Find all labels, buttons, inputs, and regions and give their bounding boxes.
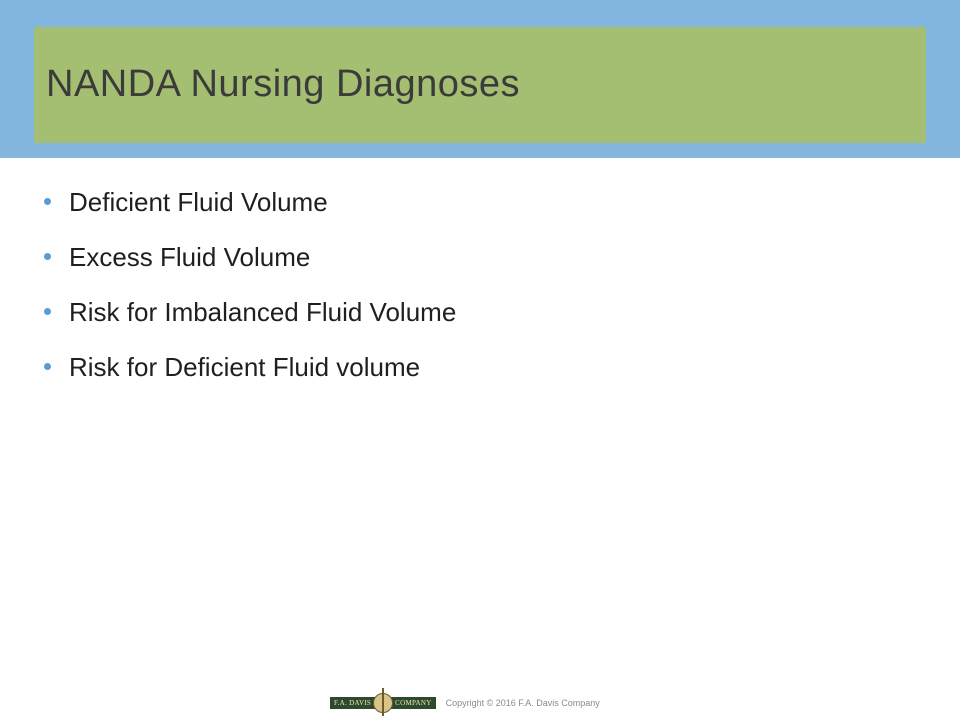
- publisher-logo: [330, 691, 436, 715]
- bullet-icon: [44, 253, 51, 260]
- bullet-icon: [44, 308, 51, 315]
- slide-title: NANDA Nursing Diagnoses: [46, 63, 521, 105]
- title-box: [34, 27, 926, 143]
- bullet-text: Deficient Fluid Volume: [69, 186, 328, 217]
- bullet-text: Risk for Deficient Fluid volume: [69, 351, 421, 382]
- list-item: [44, 176, 456, 228]
- bullet-text: Risk for Imbalanced Fluid Volume: [69, 296, 457, 327]
- bullet-list: [44, 176, 456, 396]
- list-item: [44, 286, 456, 338]
- logo-left-plate: F.A. DAVIS: [330, 697, 375, 709]
- list-item: [44, 231, 456, 283]
- footer: [330, 690, 600, 716]
- list-item: [44, 341, 456, 393]
- logo-right-plate: COMPANY: [391, 697, 435, 709]
- caduceus-icon: [373, 693, 393, 713]
- copyright-text: Copyright © 2016 F.A. Davis Company: [445, 698, 600, 708]
- bullet-text: Excess Fluid Volume: [69, 241, 311, 272]
- bullet-icon: [44, 198, 51, 205]
- bullet-icon: [44, 363, 51, 370]
